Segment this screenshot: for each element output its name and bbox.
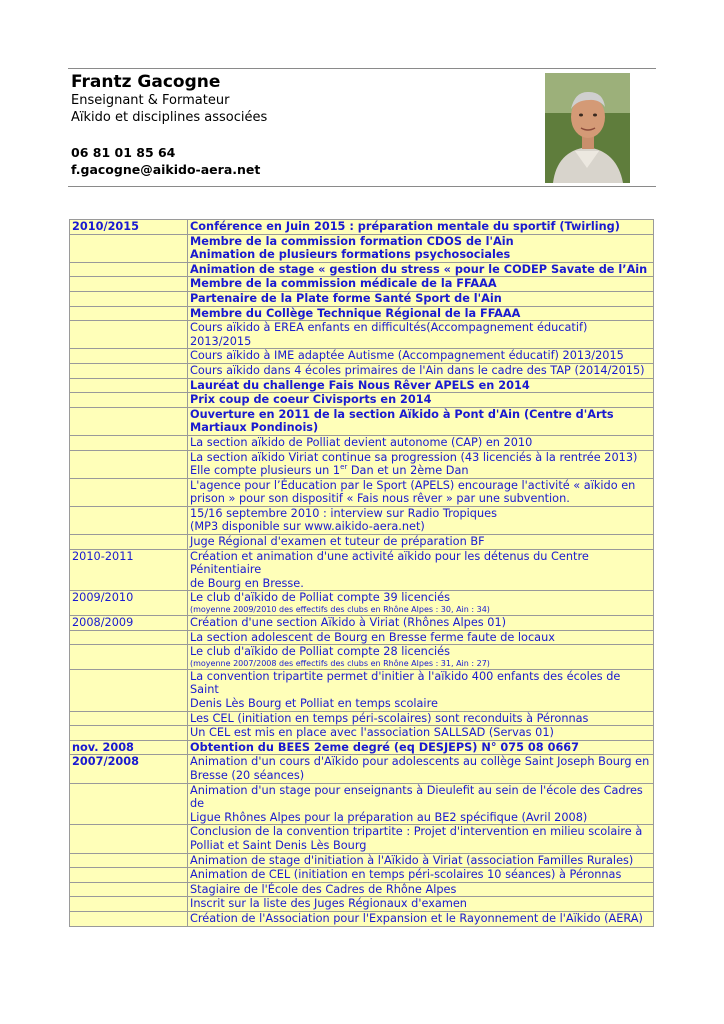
- description-cell: [188, 549, 654, 591]
- description-line: L'agence pour l’Éducation par le Sport (APELS) encourage l'activité « aïkido en: [190, 478, 636, 492]
- table-row: [70, 669, 654, 711]
- year-cell: [70, 262, 188, 277]
- person-discipline: Aïkido et disciplines associées: [71, 110, 268, 125]
- description-cell: [188, 669, 654, 711]
- person-role: Enseignant & Formateur: [71, 93, 230, 108]
- table-row: [70, 535, 654, 550]
- year-cell: [70, 277, 188, 292]
- description-cell: [188, 783, 654, 825]
- table-row: [70, 882, 654, 897]
- description-cell: [188, 450, 654, 478]
- table-row: [70, 220, 654, 235]
- description-line: Conclusion de la convention tripartite : Projet d'intervention en milieu scolaire à: [190, 825, 643, 839]
- description-line: Le club d'aïkido de Polliat compte 39 licenciés: [190, 591, 451, 605]
- table-row: [70, 755, 654, 783]
- description-line: Conférence en Juin 2015 : préparation mentale du sportif (Twirling): [190, 220, 620, 233]
- description-line: La section aïkido Viriat continue sa progression (43 licenciés à la rentrée 2013): [190, 450, 638, 464]
- year-cell: [70, 349, 188, 364]
- description-line: Ouverture en 2011 de la section Aïkido à Pont d'Ain (Centre d'Arts: [190, 407, 614, 421]
- table-row: [70, 897, 654, 912]
- description-cell: [188, 825, 654, 853]
- year-cell: [70, 711, 188, 726]
- year-cell: [70, 897, 188, 912]
- description-cell: [188, 435, 654, 450]
- description-cell: [188, 321, 654, 349]
- table-row: [70, 506, 654, 534]
- description-cell: [188, 740, 654, 755]
- year-cell: [70, 868, 188, 883]
- year-cell: [70, 321, 188, 349]
- table-row: [70, 549, 654, 591]
- description-line: de Bourg en Bresse.: [190, 576, 304, 590]
- table-row: [70, 825, 654, 853]
- description-line: Le club d'aïkido de Polliat compte 28 licenciés: [190, 645, 451, 659]
- description-line: [190, 464, 651, 478]
- description-line: Animation de plusieurs formations psychosociales: [190, 248, 511, 262]
- table-row: [70, 450, 654, 478]
- year-cell: [70, 853, 188, 868]
- year-cell: [70, 630, 188, 645]
- description-line: (MP3 disponible sur www.aikido-aera.net): [190, 520, 425, 534]
- description-line: Membre de la commission médicale de la FFAAA: [190, 277, 497, 291]
- year-cell: 2007/2008: [70, 755, 188, 783]
- description-line: Animation d'un cours d'Aïkido pour adolescents au collège Saint Joseph Bourg en: [190, 755, 650, 769]
- year-cell: [70, 393, 188, 408]
- table-row: [70, 234, 654, 262]
- description-line: Lauréat du challenge Fais Nous Rêver APELS en 2014: [190, 378, 530, 392]
- description-line: Obtention du BEES 2eme degré (eq DESJEPS) N° 075 08 0667: [190, 740, 580, 754]
- description-cell: [188, 911, 654, 926]
- top-rule: [68, 68, 656, 69]
- description-cell: [188, 711, 654, 726]
- description-cell: [188, 616, 654, 631]
- description-line: Création d'une section Aïkido à Viriat (Rhônes Alpes 01): [190, 616, 507, 630]
- description-cell: [188, 407, 654, 435]
- description-line: Partenaire de la Plate forme Santé Sport de l'Ain: [190, 291, 502, 305]
- description-line: Animation de stage « gestion du stress « pour le CODEP Savate de l’Ain: [190, 262, 648, 276]
- year-cell: nov. 2008: [70, 740, 188, 755]
- description-line: Création de l'Association pour l'Expansion et le Rayonnement de l'Aïkido (AERA): [190, 911, 643, 925]
- description-line: Polliat et Saint Denis Lès Bourg: [190, 838, 367, 852]
- description-line: La convention tripartite permet d'initier à l'aïkido 400 enfants des écoles de Saint: [190, 669, 621, 697]
- year-cell: [70, 535, 188, 550]
- description-cell: [188, 506, 654, 534]
- table-row: [70, 435, 654, 450]
- description-cell: [188, 535, 654, 550]
- description-cell: [188, 291, 654, 306]
- description-cell: [188, 591, 654, 616]
- description-line: Stagiaire de l'École des Cadres de Rhône Alpes: [190, 882, 457, 896]
- phone-number: 06 81 01 85 64: [71, 145, 176, 160]
- table-row: [70, 726, 654, 741]
- table-row: [70, 911, 654, 926]
- table-row: [70, 291, 654, 306]
- table-row: [70, 711, 654, 726]
- description-cell: [188, 726, 654, 741]
- table-row: [70, 349, 654, 364]
- description-cell: [188, 277, 654, 292]
- description-line: Denis Lès Bourg et Polliat en temps scolaire: [190, 697, 438, 710]
- description-cell: [188, 755, 654, 783]
- description-line: 15/16 septembre 2010 : interview sur Radio Tropiques: [190, 506, 497, 520]
- table-row: [70, 306, 654, 321]
- description-cell: [188, 868, 654, 883]
- email-address: f.gacogne@aikido-aera.net: [71, 162, 261, 177]
- description-cell: [188, 349, 654, 364]
- description-cell: [188, 630, 654, 645]
- description-line: Membre du Collège Technique Régional de la FFAAA: [190, 306, 521, 320]
- table-row: [70, 277, 654, 292]
- description-line: Bresse (20 séances): [190, 768, 305, 782]
- description-line: Prix coup de coeur Civisports en 2014: [190, 393, 432, 407]
- footnote-line: (moyenne 2007/2008 des effectifs des clubs en Rhône Alpes : 31, Ain : 27): [190, 658, 490, 668]
- year-cell: [70, 825, 188, 853]
- description-line: Cours aïkido à IME adaptée Autisme (Accompagnement éducatif) 2013/2015: [190, 349, 624, 363]
- year-cell: [70, 783, 188, 825]
- description-line: Martiaux Pondinois): [190, 421, 319, 435]
- table-row: [70, 853, 654, 868]
- description-cell: [188, 882, 654, 897]
- description-line: Cours aïkido dans 4 écoles primaires de l'Ain dans le cadre des TAP (2014/2015): [190, 363, 645, 377]
- description-cell: [188, 853, 654, 868]
- description-line: Juge Régional d'examen et tuteur de préparation BF: [190, 535, 485, 549]
- table-row: [70, 478, 654, 506]
- description-line: Animation de stage d'initiation à l'Aïkido à Viriat (association Familles Rurales): [190, 853, 634, 867]
- description-cell: [188, 393, 654, 408]
- person-name: Frantz Gacogne: [71, 72, 221, 92]
- year-cell: 2010-2011: [70, 549, 188, 591]
- description-line: Membre de la commission formation CDOS de l'Ain: [190, 234, 514, 248]
- year-cell: [70, 407, 188, 435]
- description-cell: [188, 306, 654, 321]
- table-row: [70, 393, 654, 408]
- description-line: La section aïkido de Polliat devient autonome (CAP) en 2010: [190, 435, 533, 449]
- year-cell: [70, 478, 188, 506]
- description-cell: [188, 234, 654, 262]
- year-cell: [70, 726, 188, 741]
- description-line: Création et animation d'une activité aïkido pour les détenus du Centre Pénitentiaire: [190, 549, 589, 577]
- year-cell: [70, 234, 188, 262]
- year-cell: [70, 450, 188, 478]
- year-cell: [70, 306, 188, 321]
- description-line: Animation de CEL (initiation en temps péri-scolaires 10 séances) à Péronnas: [190, 868, 622, 882]
- description-line: La section adolescent de Bourg en Bresse ferme faute de locaux: [190, 630, 555, 644]
- year-cell: [70, 911, 188, 926]
- table-row: [70, 363, 654, 378]
- description-cell: [188, 897, 654, 912]
- year-cell: 2009/2010: [70, 591, 188, 616]
- table-row: [70, 591, 654, 616]
- description-line: Cours aïkido à EREA enfants en difficultés(Accompagnement éducatif) 2013/2015: [190, 321, 588, 348]
- year-cell: [70, 669, 188, 711]
- header-bottom-rule: [68, 186, 656, 187]
- year-cell: [70, 645, 188, 670]
- table-row: [70, 378, 654, 393]
- table-row: [70, 407, 654, 435]
- description-line: Animation d'un stage pour enseignants à Dieulefit au sein de l'école des Cadres de: [190, 783, 643, 811]
- description-cell: [188, 378, 654, 393]
- table-row: [70, 783, 654, 825]
- experience-table: [69, 219, 654, 927]
- year-cell: 2008/2009: [70, 616, 188, 631]
- table-row: [70, 262, 654, 277]
- description-line: Un CEL est mis en place avec l'association SALLSAD (Servas 01): [190, 726, 554, 740]
- description-cell: [188, 478, 654, 506]
- superscript: er: [340, 463, 348, 472]
- table-row: [70, 645, 654, 670]
- description-line: Les CEL (initiation en temps péri-scolaires) sont reconduits à Péronnas: [190, 711, 589, 725]
- description-cell: [188, 645, 654, 670]
- year-cell: [70, 378, 188, 393]
- description-cell: [188, 262, 654, 277]
- table-row: [70, 321, 654, 349]
- footnote-line: (moyenne 2009/2010 des effectifs des clubs en Rhône Alpes : 30, Ain : 34): [190, 605, 490, 615]
- table-row: [70, 868, 654, 883]
- cv-header: [71, 72, 531, 178]
- year-cell: [70, 363, 188, 378]
- table-row: [70, 630, 654, 645]
- description-cell: [188, 363, 654, 378]
- text-span: Elle compte plusieurs un 1: [190, 464, 341, 478]
- year-cell: [70, 291, 188, 306]
- table-row: [70, 740, 654, 755]
- year-cell: [70, 882, 188, 897]
- description-line: prison » pour son dispositif « Fais nous rêver » par une subvention.: [190, 492, 570, 506]
- description-cell: [188, 220, 654, 235]
- year-cell: [70, 506, 188, 534]
- description-line: Inscrit sur la liste des Juges Régionaux d'examen: [190, 897, 467, 911]
- table-row: [70, 616, 654, 631]
- year-cell: 2010/2015: [70, 220, 188, 235]
- year-cell: [70, 435, 188, 450]
- description-line: Ligue Rhônes Alpes pour la préparation au BE2 spécifique (Avril 2008): [190, 810, 588, 824]
- portrait-photo: [545, 73, 630, 183]
- text-span: Dan et un 2ème Dan: [347, 464, 469, 478]
